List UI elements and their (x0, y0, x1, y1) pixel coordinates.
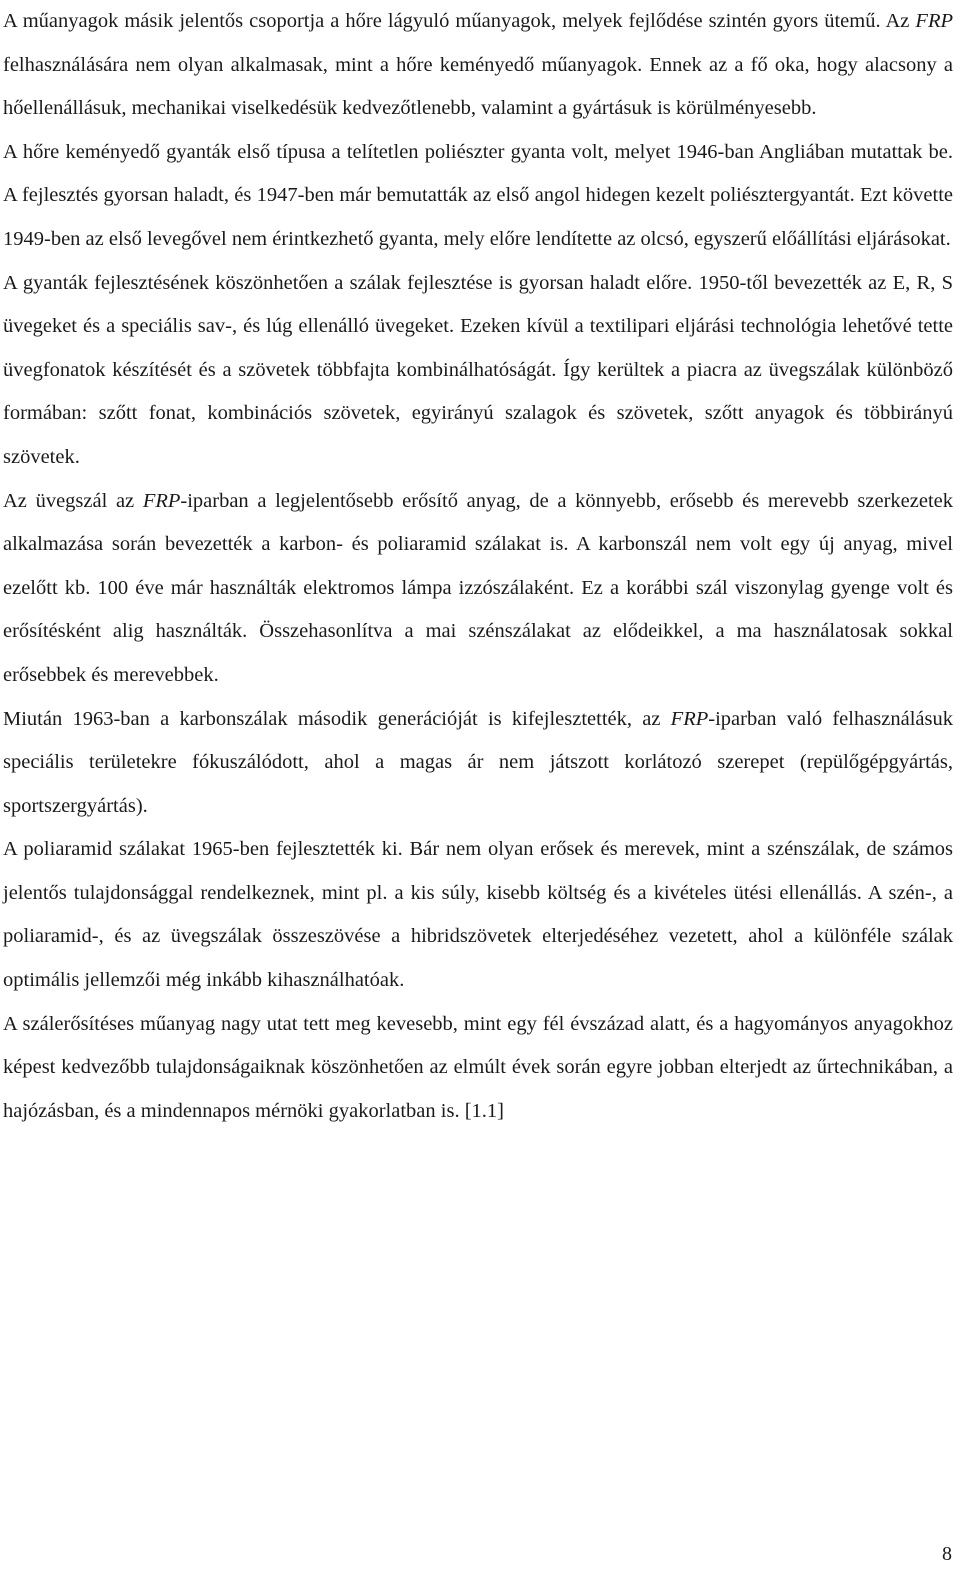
paragraph-text: -iparban a legjelentősebb erősítő anyag, de a könnyebb, erősebb és merevebb szerkezetek alkalmazása során bevezették a karbon- és poliaramid szálakat is. A karbonszál nem volt egy új anyag, mivel ezelőtt kb. 100 éve már használták elektromos lámpa izzószálaként. Ez a korábbi szál viszonylag gyenge volt és erősítésként alig használták. Összehasonlítva a mai szénszálakat az elődeikkel, a ma használatosak sokkal erősebbek és merevebbek. (3, 489, 953, 686)
paragraph-carbon-second-generation (3, 698, 953, 829)
paragraph-thermoplastics (3, 0, 953, 131)
paragraph-text: A poliaramid szálakat 1965-ben fejlesztették ki. Bár nem olyan erősek és merevek, mint a szénszálak, de számos jelentős tulajdonsággal rendelkeznek, mint pl. a kis súly, kisebb költség és a kivételes ütési ellenállás. A szén-, a poliaramid-, és az üvegszálak összeszövése a hibridszövetek elterjedéséhez vezetett, ahol a különféle szálak optimális jellemzői még inkább kihasználhatóak. (3, 838, 953, 992)
paragraph-text: Az üvegszál az (3, 489, 143, 512)
paragraph-text: A hőre keményedő gyanták első típusa a telítetlen poliészter gyanta volt, melyet 1946-ban Angliában mutattak be. A fejlesztés gyorsan haladt, és 1947-ben már bemutatták az első angol hidegen kezelt poliésztergyantát. Ezt követte 1949-ben az első levegővel nem érintkezhető gyanta, mely előre lendítette az olcsó, egyszerű előállítási eljárásokat. (3, 140, 953, 250)
paragraph-text: A szálerősítéses műanyag nagy utat tett meg kevesebb, mint egy fél évszázad alatt, és a hagyományos anyagokhoz képest kedvezőbb tulajdonságaiknak köszönhetően az elmúlt évek során egyre jobban elterjedt az űrtechnikában, a hajózásban, és a mindennapos mérnöki gyakorlatban is. [1.1] (3, 1012, 953, 1122)
paragraph-text: Miután 1963-ban a karbonszálak második generációját is kifejlesztették, az (3, 707, 671, 730)
paragraph-text: A gyanták fejlesztésének köszönhetően a szálak fejlesztése is gyorsan haladt előre. 1950-től bevezették az E, R, S üvegeket és a speciális sav-, és lúg ellenálló üvegeket. Ezeken kívül a textilipari eljárási technológia lehetővé tette üvegfonatok készítését és a szövetek többfajta kombinálhatóságát. Így kerültek a piacra az üvegszálak különböző formában: szőtt fonat, kombinációs szövetek, egyirányú szalagok és szövetek, szőtt anyagok és többirányú szövetek. (3, 271, 953, 468)
paragraph-text: A műanyagok másik jelentős csoportja a hőre lágyuló műanyagok, melyek fejlődése szintén gyors ütemű. Az (3, 10, 916, 32)
paragraph-conclusion (3, 1003, 953, 1134)
paragraph-carbon-fiber (3, 480, 953, 698)
frp-term: FRP (670, 707, 709, 730)
paragraph-text: felhasználására nem olyan alkalmasak, mint a hőre keményedő műanyagok. Ennek az a fő oka, hogy alacsony a hőellenállásuk, mechanikai viselkedésük kedvezőtlenebb, valamint a gyártásuk is körülményesebb. (3, 53, 953, 120)
frp-term: FRP (915, 10, 953, 32)
paragraph-resins-history (3, 131, 953, 262)
paragraph-polyaramid (3, 828, 953, 1002)
document-body (3, 0, 953, 1133)
paragraph-fiber-development (3, 262, 953, 480)
paragraph-text: -iparban való felhasználásuk speciális területekre fókuszálódott, ahol a magas ár nem játszott korlátozó szerepet (repülőgépgyártás, sportszergyártás). (3, 707, 953, 817)
page-number: 8 (942, 1543, 952, 1565)
frp-term: FRP (142, 489, 181, 512)
